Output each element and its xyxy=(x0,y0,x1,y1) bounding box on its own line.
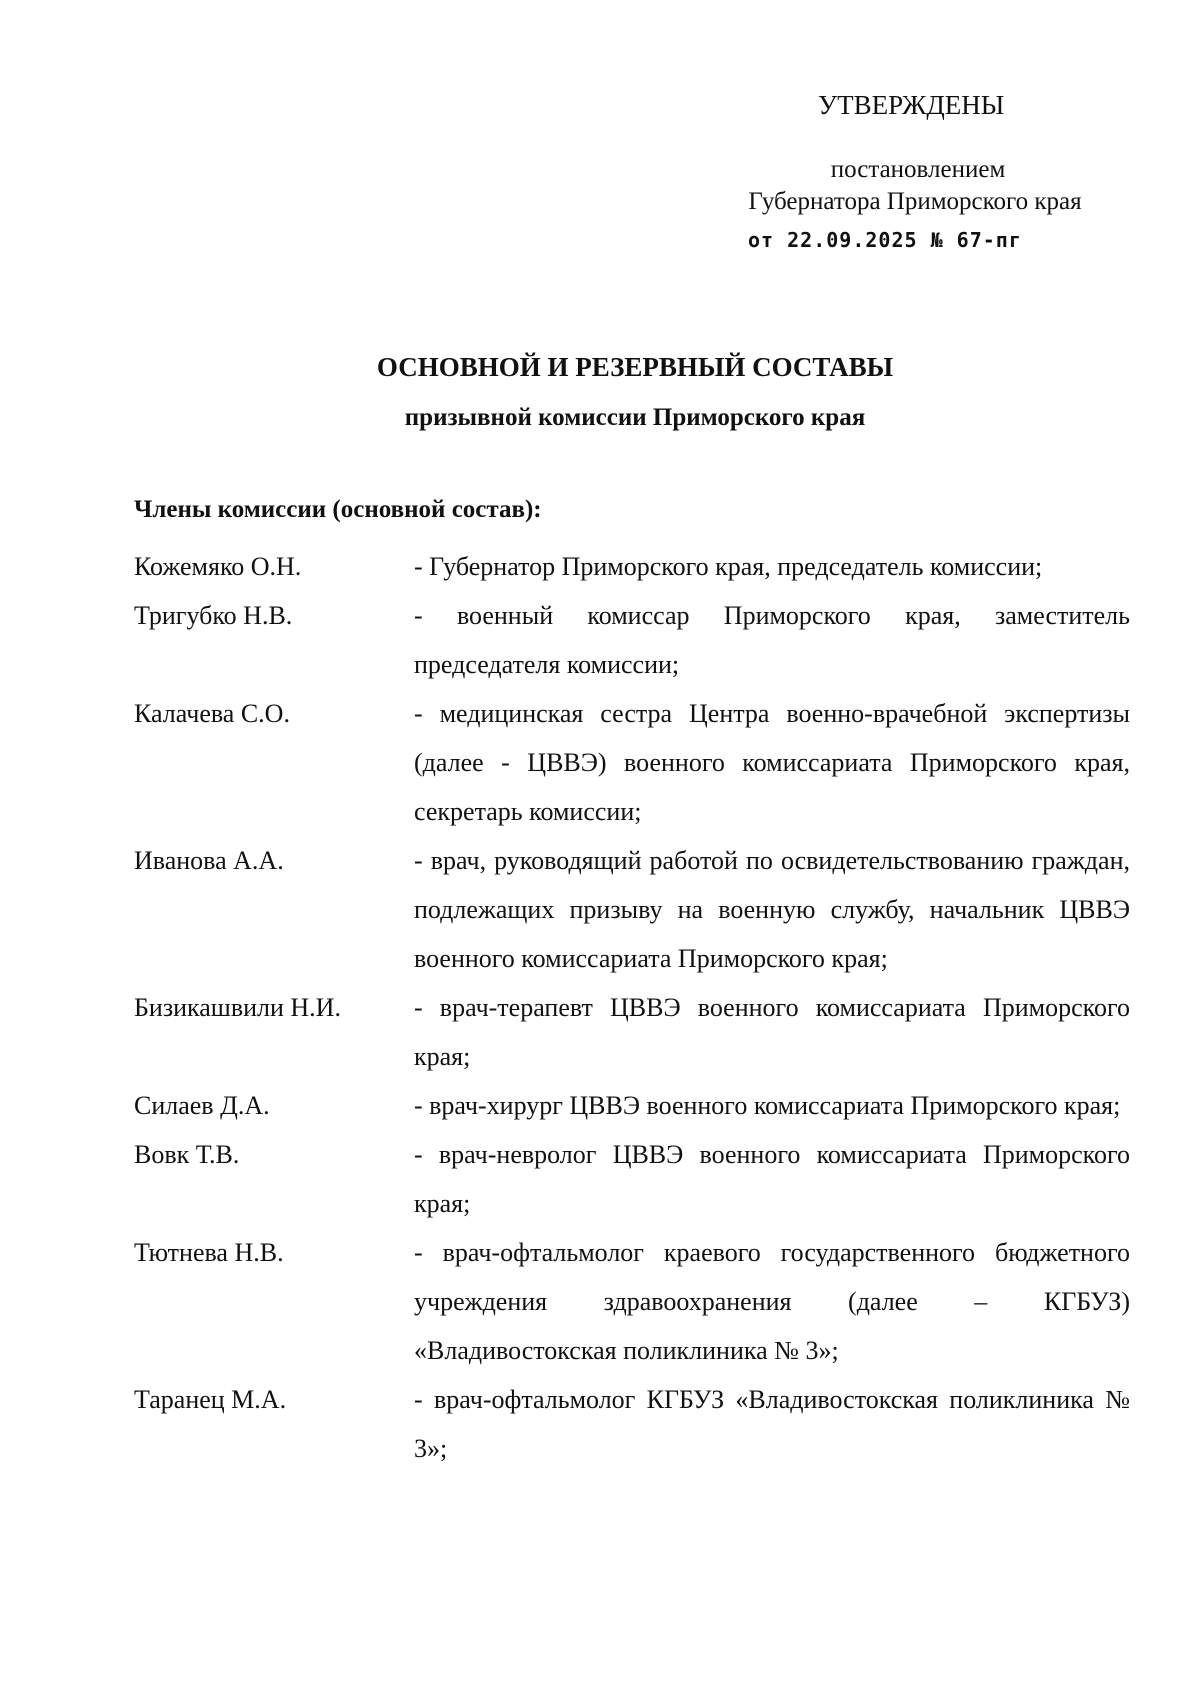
member-name: Вовк Т.В. xyxy=(134,1140,240,1169)
member-row xyxy=(134,591,1130,689)
members-list xyxy=(134,542,1130,1473)
approval-stamp-title: УТВЕРЖДЕНЫ xyxy=(818,90,1005,120)
section-heading: Члены комиссии (основной состав): xyxy=(134,496,542,523)
member-role: - врач-терапевт ЦВВЭ военного комиссариата Приморского края; xyxy=(414,993,1130,1071)
member-row xyxy=(134,836,1130,983)
member-role: - врач-невролог ЦВВЭ военного комиссариата Приморского края; xyxy=(414,1140,1130,1218)
member-role: - врач-офтальмолог КГБУЗ «Владивостокская поликлиника № 3»; xyxy=(414,1385,1130,1463)
member-role: - врач-хирург ЦВВЭ военного комиссариата Приморского края; xyxy=(414,1091,1121,1120)
member-row xyxy=(134,1081,1130,1130)
member-name: Силаев Д.А. xyxy=(134,1091,270,1120)
member-role: - врач, руководящий работой по освидетельствованию граждан, подлежащих призыву на военную службу, начальник ЦВВЭ военного комиссариата Приморского края; xyxy=(414,846,1130,973)
member-row xyxy=(134,1228,1130,1375)
member-name: Таранец М.А. xyxy=(134,1385,287,1414)
member-name: Кожемяко О.Н. xyxy=(134,552,302,581)
member-name: Калачева С.О. xyxy=(134,699,290,728)
decree-line-1: постановлением xyxy=(830,156,1006,183)
member-row xyxy=(134,542,1130,591)
member-name: Бизикашвили Н.И. xyxy=(134,993,341,1022)
member-row xyxy=(134,689,1130,836)
member-row xyxy=(134,1375,1130,1473)
member-role: - медицинская сестра Центра военно-врачебной экспертизы (далее - ЦВВЭ) военного комиссариата Приморского края, секретарь комиссии; xyxy=(414,699,1130,826)
document-subtitle: призывной комиссии Приморского края xyxy=(404,404,866,431)
member-row xyxy=(134,983,1130,1081)
decree-line-2: Губернатора Приморского края xyxy=(748,188,1082,215)
member-name: Иванова А.А. xyxy=(134,846,284,875)
member-role: - Губернатор Приморского края, председатель комиссии; xyxy=(414,552,1043,581)
document-title: ОСНОВНОЙ И РЕЗЕРВНЫЙ СОСТАВЫ xyxy=(376,352,894,382)
member-row xyxy=(134,1130,1130,1228)
member-name: Тютнева Н.В. xyxy=(134,1238,284,1267)
member-name: Тригубко Н.В. xyxy=(134,601,293,630)
decree-number: от 22.09.2025 № 67-пг xyxy=(748,228,1022,252)
member-role: - врач-офтальмолог краевого государственного бюджетного учреждения здравоохранения (далее – КГБУЗ) «Владивостокская поликлиника № 3»; xyxy=(414,1238,1130,1365)
member-role: - военный комиссар Приморского края, заместитель председателя комиссии; xyxy=(414,601,1130,679)
